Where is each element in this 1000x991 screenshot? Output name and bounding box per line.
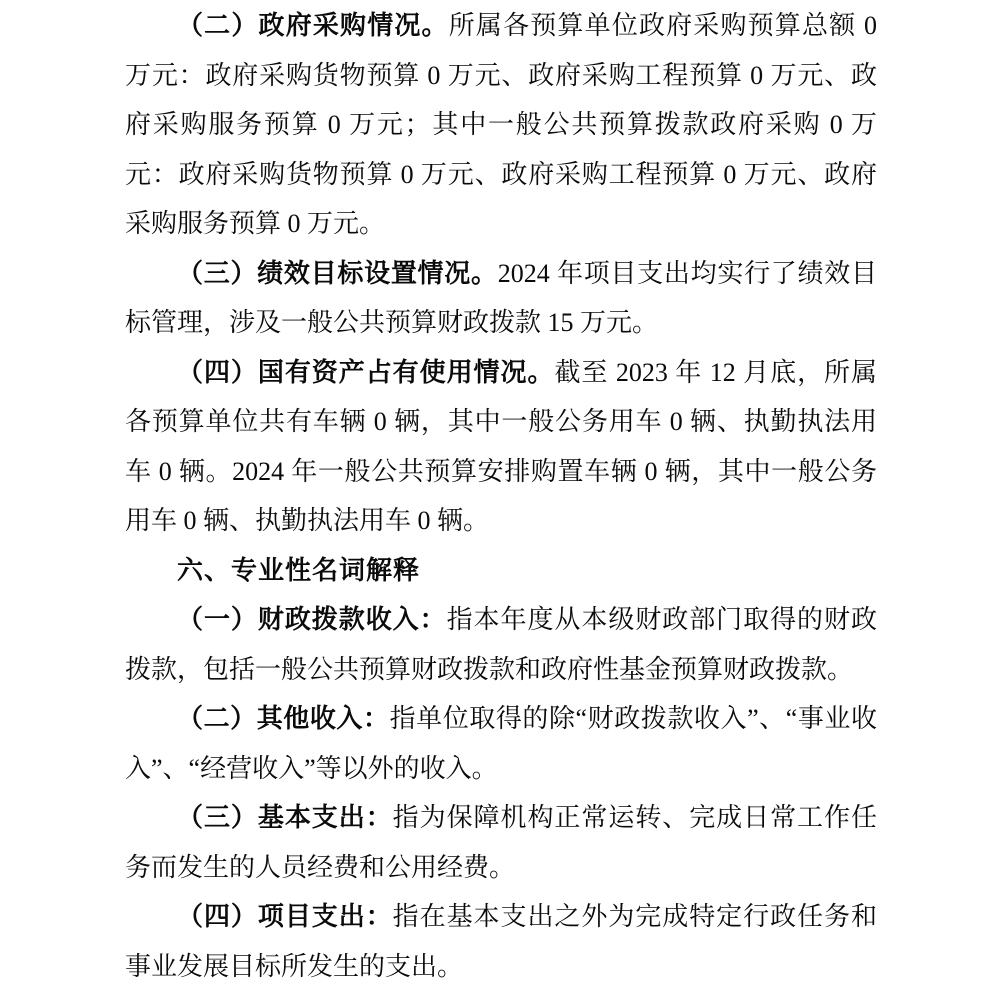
paragraph-lead: （二）政府采购情况。 xyxy=(177,11,449,40)
paragraph-lead: 六、专业性名词解释 xyxy=(177,554,421,585)
paragraph-text: 指单位取得的除“财政拨款收入”、“事业收入”、“经营收入”等以外的收入。 xyxy=(125,704,877,783)
section-heading xyxy=(125,546,877,596)
paragraph-text: 指在基本支出之外为完成特定行政任务和事业发展目标所发生的支出。 xyxy=(125,902,877,981)
paragraph-text: 所属各预算单位政府采购预算总额 0 万元：政府采购货物预算 0 万元、政府采购工程预算 0 万元、政府采购服务预算 0 万元；其中一般公共预算拨款政府采购 0 万元：政府采购货物预算 0 万元、政府采购工程预算 0 万元、政府采购服务预算 0 万元。 xyxy=(125,11,877,238)
paragraph xyxy=(125,348,877,546)
paragraph xyxy=(125,694,877,793)
paragraph-lead: （三）绩效目标设置情况。 xyxy=(177,258,498,288)
paragraph-text: 指本年度从本级财政部门取得的财政拨款，包括一般公共预算财政拨款和政府性基金预算财政拨款。 xyxy=(125,605,877,684)
paragraph xyxy=(125,595,877,694)
paragraph xyxy=(125,249,877,348)
paragraph-lead: （一）财政拨款收入： xyxy=(177,605,447,634)
paragraph xyxy=(125,892,877,991)
paragraph-text: 2024 年项目支出均实行了绩效目标管理，涉及一般公共预算财政拨款 15 万元。 xyxy=(125,258,877,337)
paragraph-lead: （二）其他收入： xyxy=(177,704,390,733)
paragraph-text: 指为保障机构正常运转、完成日常工作任务而发生的人员经费和公用经费。 xyxy=(125,803,877,882)
document-body xyxy=(125,1,877,991)
paragraph xyxy=(125,1,877,249)
paragraph xyxy=(125,793,877,892)
paragraph-lead: （三）基本支出： xyxy=(177,803,393,832)
paragraph-text: 截至 2023 年 12 月底，所属各预算单位共有车辆 0 辆，其中一般公务用车 0 辆、执勤执法用车 0 辆。2024 年一般公共预算安排购置车辆 0 辆，其中一般公务用车 0 辆、执勤执法用车 0 辆。 xyxy=(125,357,877,535)
paragraph-lead: （四）国有资产占有使用情况。 xyxy=(177,357,555,387)
paragraph-lead: （四）项目支出： xyxy=(177,902,393,931)
